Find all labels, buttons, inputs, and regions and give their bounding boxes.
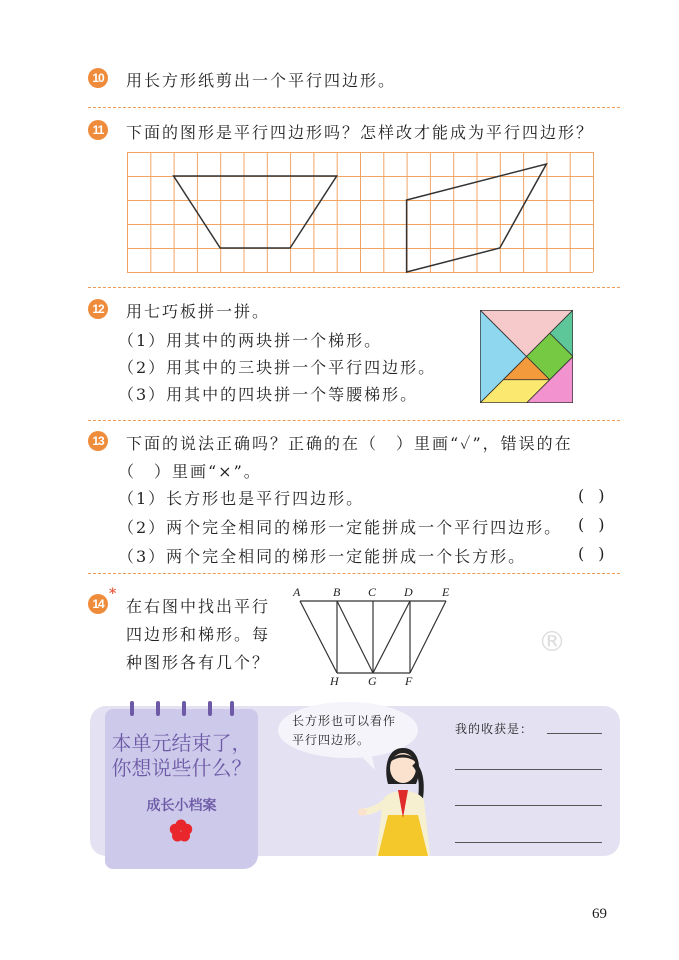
writing-line[interactable]: [547, 733, 602, 734]
question-14-text: 四边形和梯形。每: [126, 625, 271, 644]
divider: [88, 107, 620, 108]
answer-parentheses[interactable]: (): [578, 515, 619, 534]
question-number-13: 13: [88, 431, 108, 451]
point-label: G: [368, 674, 377, 688]
divider: [88, 287, 620, 288]
trapezoid-shape: [174, 176, 337, 248]
point-label: F: [405, 674, 413, 688]
star-mark: *: [109, 586, 117, 602]
question-12-item: （1）用其中的两块拼一个梯形。: [118, 331, 383, 350]
point-label: D: [404, 585, 413, 599]
answer-parentheses[interactable]: (): [578, 544, 619, 563]
question-12-item: （2）用其中的三块拼一个平行四边形。: [118, 358, 437, 377]
divider: [88, 573, 620, 574]
card-subtitle: 成长小档案: [146, 798, 217, 814]
divider: [88, 420, 620, 421]
speech-text: 长方形也可以看作 平行四边形。: [292, 714, 397, 747]
point-label: H: [330, 674, 339, 688]
point-label: E: [442, 585, 450, 599]
question-number-11: 11: [88, 120, 108, 140]
question-13-item: （1）长方形也是平行四边形。: [118, 489, 365, 508]
grid-figure: [127, 152, 594, 273]
question-13-item: （2）两个完全相同的梯形一定能拼成一个平行四边形。: [118, 518, 563, 537]
question-11-text: 下面的图形是平行四边形吗？怎样改才能成为平行四边形？: [126, 123, 595, 142]
watermark: ®: [538, 625, 566, 658]
page-number: 69: [592, 906, 607, 922]
question-14-text: 在右图中找出平行: [126, 597, 271, 616]
question-13-text-line2: （ ）里画“×”。: [118, 462, 262, 481]
writing-line[interactable]: [455, 842, 602, 843]
flower-icon: [169, 819, 193, 843]
binding-rings: [128, 700, 238, 718]
card-title: 本单元结束了， 你想说些什么？: [111, 731, 252, 780]
point-label: A: [293, 585, 301, 599]
question-12-item: （3）用其中的四块拼一个等腰梯形。: [118, 385, 419, 404]
question-12-text: 用七巧板拼一拼。: [126, 302, 271, 321]
question-number-10: 10: [88, 68, 108, 88]
tangram-image: [480, 310, 573, 403]
harvest-label: 我的收获是：: [455, 722, 534, 736]
point-label: C: [368, 585, 377, 599]
writing-line[interactable]: [455, 805, 602, 806]
girl-illustration: [358, 740, 448, 856]
point-label: B: [333, 585, 341, 599]
answer-parentheses[interactable]: (): [578, 486, 619, 505]
growth-record-card: [105, 709, 258, 869]
question-14-text: 种图形各有几个？: [126, 653, 271, 672]
question-number-14: 14: [88, 594, 108, 614]
writing-line[interactable]: [455, 769, 602, 770]
question-number-12: 12: [88, 299, 108, 319]
question-13-item: （3）两个完全相同的梯形一定能拼成一个长方形。: [118, 547, 527, 566]
question-10-text: 用长方形纸剪出一个平行四边形。: [126, 71, 397, 90]
question-13-text: 下面的说法正确吗？正确的在（ ）里画“✓”，错误的在: [126, 434, 573, 453]
